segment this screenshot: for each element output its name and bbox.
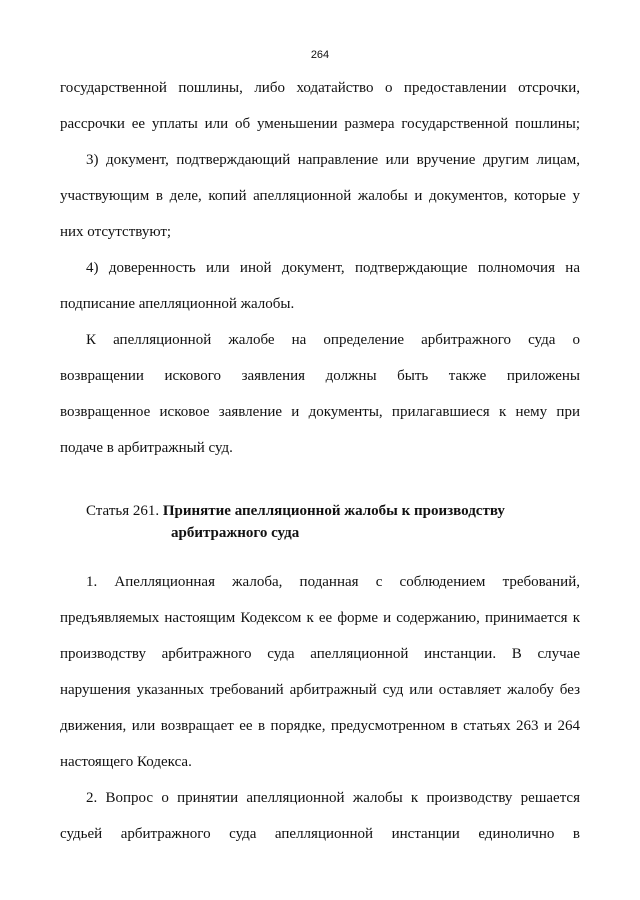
- text-line: движения, или возвращает ее в порядке, предусмотренном в статьях 263 и 264: [60, 718, 580, 734]
- text-line: рассрочки ее уплаты или об уменьшении размера государственной пошлины;: [60, 116, 580, 132]
- text-line: возвращении искового заявления должны быть также приложены: [60, 368, 580, 384]
- text-line: 1. Апелляционная жалоба, поданная с соблюдением требований,: [86, 574, 580, 590]
- text-line: настоящего Кодекса.: [60, 754, 192, 770]
- text-line: 3) документ, подтверждающий направление или вручение другим лицам,: [86, 152, 580, 168]
- text-line: возвращенное исковое заявление и документы, прилагавшиеся к нему при: [60, 404, 580, 420]
- text-line: подписание апелляционной жалобы.: [60, 296, 295, 312]
- article-title-continuation: арбитражного суда: [171, 525, 300, 541]
- article-heading: [86, 500, 580, 544]
- text-line: нарушения указанных требований арбитражный суд или оставляет жалобу без: [60, 682, 580, 698]
- text-line: участвующим в деле, копий апелляционной жалобы и документов, которые у: [60, 188, 580, 204]
- text-line: подаче в арбитражный суд.: [60, 440, 233, 456]
- article-label: Статья 261.: [86, 503, 160, 519]
- page-number: 264: [310, 49, 330, 61]
- text-line: предъявляемых настоящим Кодексом к ее форме и содержанию, принимается к: [60, 610, 580, 626]
- top-text-block: [60, 70, 580, 466]
- text-line: производству арбитражного суда апелляционной инстанции. В случае: [60, 646, 580, 662]
- bottom-text-block: [60, 564, 580, 852]
- article-title: Принятие апелляционной жалобы к производству: [162, 503, 505, 519]
- text-line: государственной пошлины, либо ходатайство о предоставлении отсрочки,: [60, 80, 580, 96]
- text-line: них отсутствуют;: [60, 224, 172, 240]
- text-line: К апелляционной жалобе на определение арбитражного суда о: [86, 332, 580, 348]
- text-line: 2. Вопрос о принятии апелляционной жалобы к производству решается: [86, 790, 580, 806]
- text-line: 4) доверенность или иной документ, подтверждающие полномочия на: [86, 260, 580, 276]
- article-heading-line: [86, 500, 580, 522]
- text-line: судьей арбитражного суда апелляционной инстанции единолично в: [60, 826, 580, 842]
